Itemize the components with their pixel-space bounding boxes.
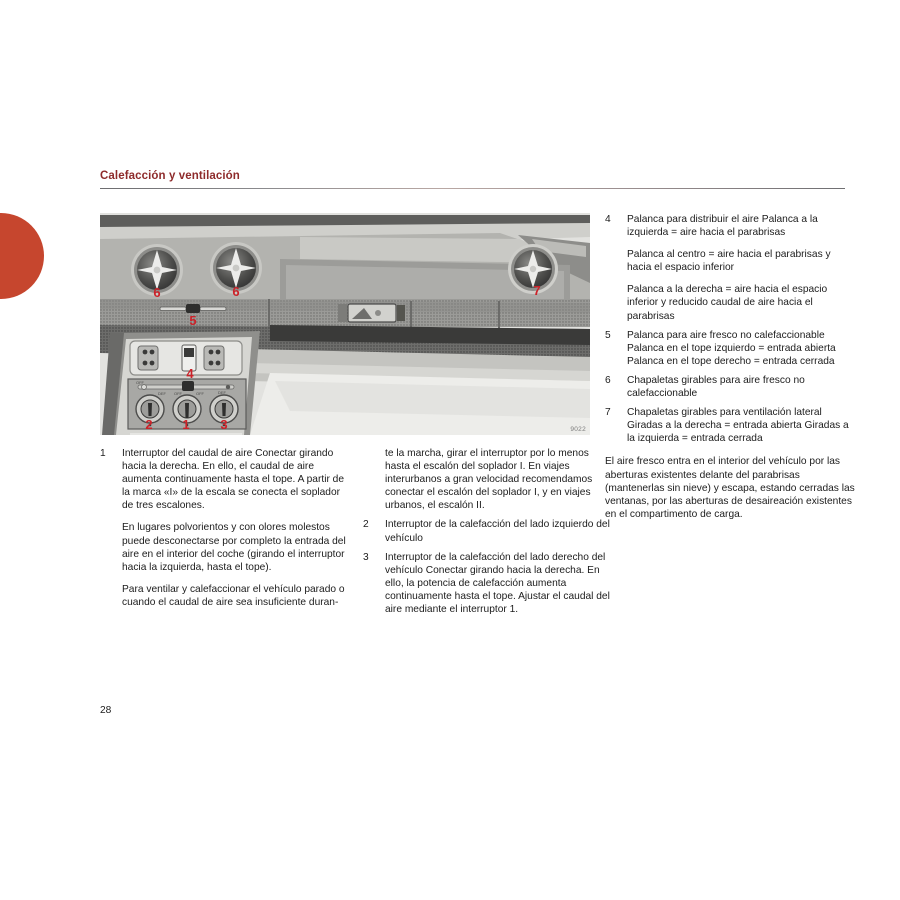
text-column-right bbox=[605, 213, 855, 521]
paragraph: Interruptor de la calefacción del lado izquierdo del vehículo bbox=[385, 519, 610, 544]
svg-text:1: 1 bbox=[182, 417, 190, 432]
item-number: 3 bbox=[363, 551, 369, 563]
header-divider bbox=[100, 188, 845, 189]
thumb-index-tab bbox=[0, 213, 44, 299]
paragraph: Interruptor del caudal de aire Conectar girando hacia la derecha. En ello, el caudal de aire aumenta continuamente hasta el tope. A partir de la marca «I» de la escala se conecta el soplador de tres escalones. bbox=[122, 448, 345, 512]
item-number: 7 bbox=[605, 407, 611, 419]
paragraph: Palanca para distribuir el aire Palanca a la izquierda = aire hacia el parabrisas bbox=[627, 214, 818, 239]
item-number: 6 bbox=[605, 374, 611, 386]
figure-number: 9022 bbox=[570, 426, 586, 433]
list-item bbox=[605, 406, 855, 445]
item-body bbox=[627, 329, 855, 368]
paragraph: Interruptor de la calefacción del lado derecho del vehículo Conectar girando hacia la derecha. En ello, la potencia de calefacción aumenta continuamente hasta el tope. Ajustar el caudal del aire mediante el interruptor 1. bbox=[385, 551, 610, 616]
paragraph: En lugares polvorientos y con olores molestos puede desconectarse por completo la entrada del aire en el interior del coche (girando el interruptor hacia la izquierda, hasta el tope). bbox=[122, 522, 346, 573]
item-body bbox=[385, 551, 613, 616]
item-number: 5 bbox=[605, 329, 611, 341]
list-item bbox=[363, 518, 613, 544]
item-number: 4 bbox=[605, 214, 611, 225]
item-body bbox=[627, 406, 855, 445]
svg-text:OFF: OFF bbox=[174, 391, 182, 396]
text-column-middle bbox=[363, 447, 613, 622]
paragraph: Palanca a la derecha = aire hacia el espacio inferior y reducido caudal de aire hacia el parabrisas bbox=[627, 284, 828, 322]
paragraph: Palanca para aire fresco no calefaccionable Palanca en el tope izquierdo = entrada abierta Palanca en el tope derecho = entrada cerrada bbox=[627, 329, 836, 367]
paragraph: Palanca al centro = aire hacia el parabrisas y hacia el espacio inferior bbox=[627, 249, 831, 274]
item-body bbox=[627, 213, 855, 323]
svg-text:7: 7 bbox=[533, 283, 541, 298]
svg-text:4: 4 bbox=[186, 366, 194, 381]
section-title: Calefacción y ventilación bbox=[100, 170, 240, 182]
list-item bbox=[363, 551, 613, 616]
item-number: 2 bbox=[363, 519, 369, 531]
svg-text:5: 5 bbox=[189, 313, 197, 328]
svg-text:DEF: DEF bbox=[218, 390, 226, 395]
continuation-paragraph bbox=[385, 447, 613, 512]
text-column-left bbox=[100, 447, 350, 615]
svg-text:DEF: DEF bbox=[158, 391, 166, 396]
paragraph: Para ventilar y calefaccionar el vehículo parado o cuando el caudal de aire sea insuficiente duran- bbox=[122, 583, 345, 608]
svg-text:OFF: OFF bbox=[196, 391, 204, 396]
dashboard-illustration bbox=[100, 213, 590, 435]
svg-text:3: 3 bbox=[220, 417, 228, 432]
item-body bbox=[385, 518, 613, 544]
item-body bbox=[627, 374, 855, 400]
svg-text:OFF: OFF bbox=[136, 380, 144, 385]
paragraph: Chapaletas girables para aire fresco no calefaccionable bbox=[627, 374, 805, 400]
paragraph: te la marcha, girar el interruptor por lo menos hasta el escalón del soplador I. En viajes interurbanos a gran velocidad recomendamos conectar el escalón del soplador I, y en viajes urbanos, el escalón II. bbox=[385, 448, 593, 512]
page-number: 28 bbox=[100, 705, 112, 716]
list-item bbox=[605, 374, 855, 400]
list-item bbox=[605, 329, 855, 368]
svg-text:6: 6 bbox=[153, 285, 161, 300]
svg-text:2: 2 bbox=[145, 417, 153, 432]
list-item bbox=[100, 447, 350, 609]
paragraph: Chapaletas girables para ventilación lateral Giradas a la derecha = entrada abierta Giradas a la izquierda = entrada cerrada bbox=[627, 407, 849, 445]
item-number: 1 bbox=[100, 448, 106, 459]
list-item bbox=[605, 213, 855, 323]
closing-paragraph: El aire fresco entra en el interior del vehículo por las aberturas existentes delante del parabrisas (mantenerlas sin nieve) y escapa, estando cerradas las ventanas, por las aberturas de desaireación existentes en el compartimento de carga. bbox=[605, 456, 855, 520]
item-body bbox=[122, 447, 350, 609]
svg-text:6: 6 bbox=[232, 284, 240, 299]
